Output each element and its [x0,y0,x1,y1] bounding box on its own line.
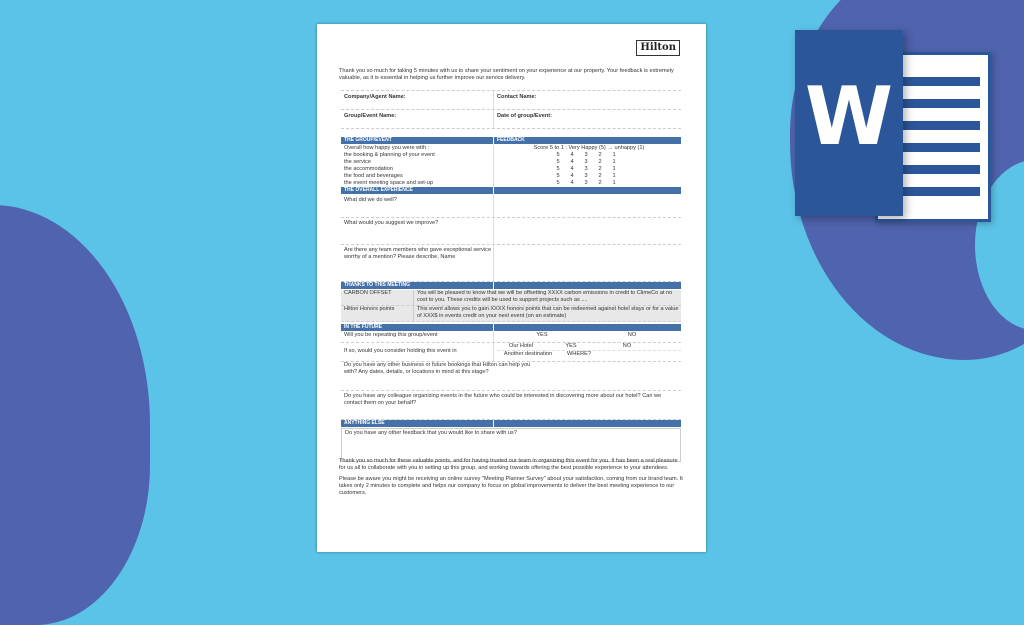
score-option[interactable]: 3 [584,152,588,158]
question-repeat: Will you be repeating this group/event [344,332,438,338]
our-hotel-yes[interactable]: YES [565,343,577,349]
score-option[interactable]: 2 [598,166,602,172]
score-option[interactable]: 4 [570,159,574,165]
score-row [341,180,681,187]
score-item-label: the booking & planning of your event [344,152,435,158]
carbon-offset-label: CARBON OFFSET [344,290,392,296]
carbon-offset-text: You will be pleased to know that we will be offsetting XXXX carbon emissions in credit to ClimeCo at no cost to you. These credits will be used to support projects such as .... [413,290,681,305]
score-option[interactable]: 2 [598,180,602,186]
intro-text: Thank you so much for taking 5 minutes with us to share your sentiment on your experience at our property. Your feedback is extremely valuable, as it is essential in helping us further improve our service delivery. [339,68,674,81]
answer-improve[interactable] [493,218,681,244]
score-option[interactable]: 1 [612,173,616,179]
question-other-feedback: Do you have any other feedback that you would like to share with us? [345,430,517,436]
score-row [341,159,681,166]
question-future-bookings: Do you have any other business or future bookings that Hilton can help you with? Any dates, details, or locations in mind at this stage? [344,362,531,375]
score-option[interactable]: 4 [570,166,574,172]
word-logo-icon [795,30,995,216]
score-option[interactable]: 3 [584,180,588,186]
score-item-label: the service [344,159,372,165]
closing-text [339,458,684,501]
score-option[interactable]: 2 [598,173,602,179]
survey-page [317,24,706,552]
closing-paragraph-2: Please be aware you might be receiving an online survey "Meeting Planner Survey" about your satisfaction, coming from our brand team. It takes only 2 minutes to complete and helps our company to focus on global improvements to deliver the best meeting experience to our customers. [339,476,683,496]
closing-paragraph-1: Thank you so much for these valuable points, and for having trusted our team in organizing this event for you. It has been a real pleasure for us all to collaborate with you in setting up this group, and working towards offering the best possible experience to your attendees. [339,458,678,471]
question-team-members: Are there any team members who gave exceptional service worthy of a mention? Please describe, Name [344,247,492,260]
thanks-meeting-header: THANKS TO THIS MEETING [341,282,681,290]
score-option[interactable]: 5 [556,159,560,165]
date-field[interactable]: Date of group/Event: [493,110,681,128]
score-option[interactable]: 1 [612,159,616,165]
answer-team-members[interactable] [493,245,681,281]
score-option[interactable]: 1 [612,152,616,158]
word-letter: W [804,70,894,163]
score-option[interactable]: 4 [570,152,574,158]
honors-points-label: Hilton Honors points [344,306,395,312]
score-option[interactable]: 3 [584,173,588,179]
question-did-well: What did we do well? [344,197,397,203]
score-option[interactable]: 1 [612,180,616,186]
score-option[interactable]: 5 [556,180,560,186]
company-field[interactable]: Company/Agent Name: [344,94,406,100]
our-hotel-option[interactable]: Our Hotel [509,343,533,349]
answer-did-well[interactable] [493,195,681,217]
score-row [341,152,681,159]
honors-points-text: This event allows you to gain XXXX honors points that can be redeemed against hotel stays or for a value of XXX$ in events credit on your next event (on an estimate) [413,306,681,321]
score-option[interactable]: 5 [556,152,560,158]
score-option[interactable]: 5 [556,173,560,179]
our-hotel-no[interactable]: NO [622,343,632,349]
score-option[interactable]: 2 [598,152,602,158]
contact-field[interactable]: Contact Name: [493,91,681,109]
group-field[interactable]: Group/Event Name: [344,113,397,119]
overall-experience-header: THE OVERALL EXPERIENCE [341,187,681,195]
score-option[interactable]: 5 [556,166,560,172]
survey-table [341,90,681,462]
score-option[interactable]: 2 [598,159,602,165]
score-option[interactable]: 1 [612,166,616,172]
question-consider: If so, would you consider holding this event in [344,348,457,354]
question-colleague: Do you have any colleague organizing events in the future who could be interested in discovering more about our hotel? Can we contact them on your behalf? [344,393,662,406]
group-question: Overall how happy you were with : [344,145,430,151]
repeat-yes-option[interactable]: YES [536,332,548,338]
hilton-logo: Hilton [636,40,680,56]
score-option[interactable]: 3 [584,159,588,165]
score-row [341,166,681,173]
question-improve: What would you suggest we improve? [344,220,439,226]
score-option[interactable]: 3 [584,166,588,172]
score-scale: Score 5 to 1 : Very Happy (5) → unhappy (1) [493,145,681,152]
where-label: WHERE? [567,351,591,357]
repeat-no-option[interactable]: NO [627,332,637,338]
score-item-label: the event meeting space and set-up [344,180,433,186]
score-item-label: the accommodation [344,166,393,172]
score-option[interactable]: 4 [570,173,574,179]
score-item-label: the food and beverages [344,173,403,179]
background-blob-left [0,205,150,625]
word-tile [795,30,903,216]
anything-else-header: ANYTHING ELSE [341,420,681,428]
score-row [341,173,681,180]
another-destination-option[interactable]: Another destination [503,351,553,357]
score-option[interactable]: 4 [570,180,574,186]
future-header: IN THE FUTURE [341,324,681,332]
group-event-header: THE GROUP/EVENT FEEDBACK [341,137,681,145]
